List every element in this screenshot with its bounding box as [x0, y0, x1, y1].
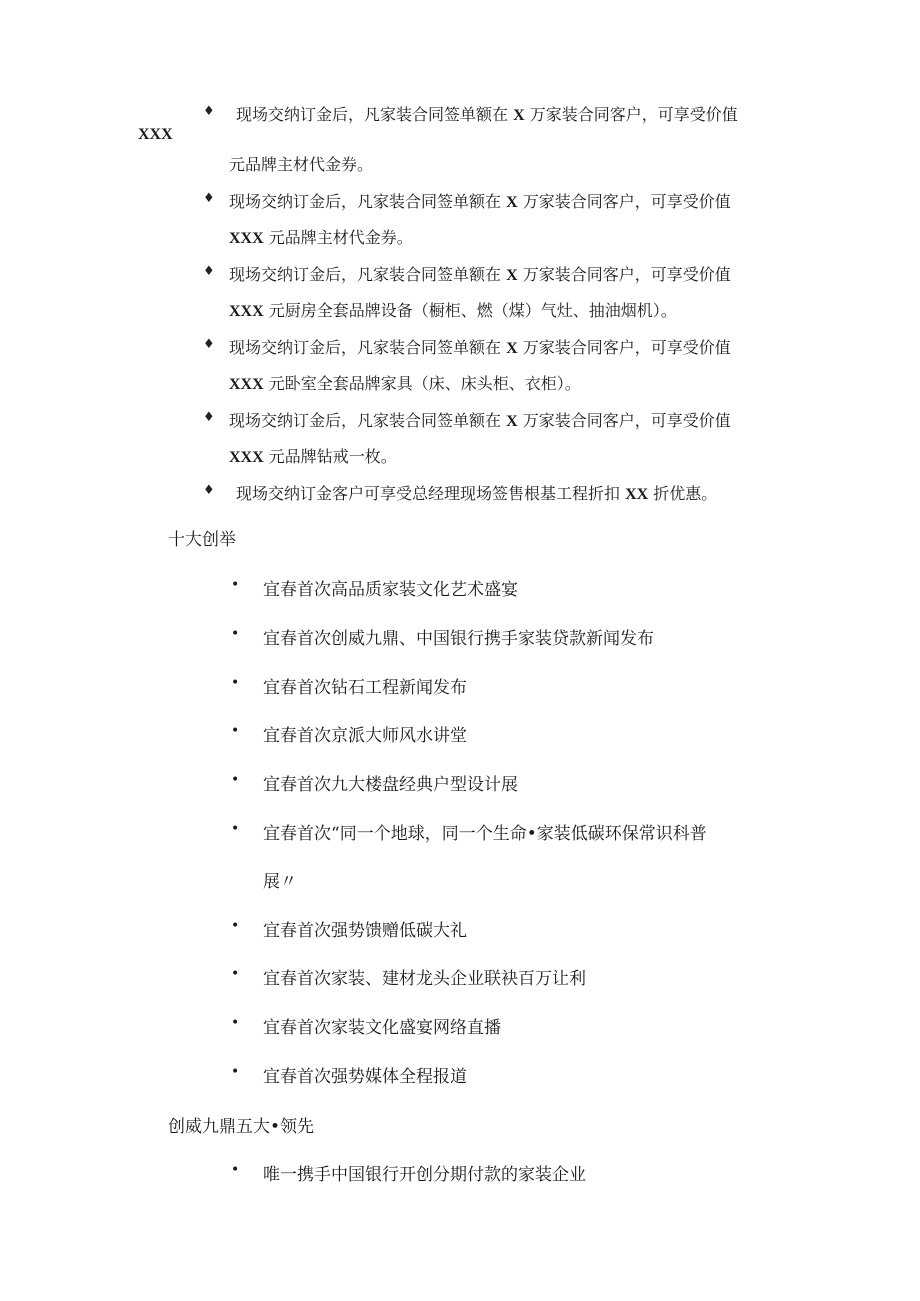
bullet-icon: • — [231, 1162, 240, 1178]
diamond-bullet-icon: ♦ — [203, 104, 215, 119]
diamond-bullet-icon: ♦ — [203, 410, 215, 425]
promo-placeholder-value: X — [506, 194, 518, 211]
promo-item-line — [229, 152, 373, 175]
promo-placeholder-value: XXX — [229, 376, 264, 393]
bullet-icon: • — [231, 675, 240, 691]
list-item-text: 展〃 — [263, 872, 297, 892]
list-item-text: 宜春首次京派大师风水讲堂 — [263, 726, 467, 746]
list-item-text: 唯一携手中国银行开创分期付款的家装企业 — [263, 1165, 586, 1185]
bullet-icon: • — [231, 821, 240, 837]
promo-text: 现场交纳订金后，凡家装合同签单额在 — [236, 105, 514, 124]
bullet-icon: • — [231, 723, 240, 739]
bullet-icon: • — [231, 966, 240, 982]
bullet-icon: • — [231, 1064, 240, 1080]
promo-item-line — [229, 225, 413, 248]
bullet-icon: • — [231, 772, 240, 788]
promo-placeholder-value: XX — [625, 486, 649, 503]
promo-text: 元品牌主材代金券。 — [263, 228, 413, 247]
list-item-text: 宜春首次家装、建材龙头企业联袂百万让利 — [263, 969, 586, 989]
list-item-text: 宜春首次家装文化盛宴网络直播 — [263, 1018, 501, 1038]
list-item-text: 宜春首次九大楼盘经典户型设计展 — [263, 775, 518, 795]
promo-text: 现场交纳订金后，凡家装合同签单额在 — [229, 411, 507, 430]
promo-text: 现场交纳订金后，凡家装合同签单额在 — [229, 192, 507, 211]
promo-text: 元品牌钻戒一枚。 — [263, 447, 397, 466]
promo-item-line — [229, 371, 581, 394]
promo-text: 现场交纳订金后，凡家装合同签单额在 — [229, 338, 507, 357]
promo-placeholder-value: XXX — [229, 303, 264, 320]
bullet-icon: • — [231, 1015, 240, 1031]
list-item-text: 宜春首次钻石工程新闻发布 — [263, 678, 467, 698]
promo-text: 万家装合同客户，可享受价值 — [517, 411, 731, 430]
promo-item-line — [229, 335, 731, 358]
promo-item-line — [229, 298, 677, 321]
diamond-bullet-icon: ♦ — [203, 483, 215, 498]
promo-text: 元卧室全套品牌家具（床、床头柜、衣柜）。 — [263, 374, 581, 393]
diamond-bullet-icon: ♦ — [203, 337, 215, 352]
promo-text: 万家装合同客户，可享受价值 — [517, 192, 731, 211]
promo-text: 现场交纳订金后，凡家装合同签单额在 — [229, 265, 507, 284]
list-item-text: 宜春首次“同一个地球，同一个生命•家装低碳环保常识科普 — [263, 824, 707, 844]
bullet-icon: • — [231, 626, 240, 642]
promo-item-line — [138, 124, 173, 144]
diamond-bullet-icon: ♦ — [203, 264, 215, 279]
promo-item-line — [236, 102, 738, 125]
diamond-bullet-icon: ♦ — [203, 191, 215, 206]
promo-item-line — [229, 408, 731, 431]
list-item-text: 宜春首次创威九鼎、中国银行携手家装贷款新闻发布 — [263, 629, 654, 649]
promo-item-line — [229, 262, 731, 285]
promo-text: 万家装合同客户，可享受价值 — [517, 338, 731, 357]
promo-text: 现场交纳订金客户可享受总经理现场签售根基工程折扣 — [236, 484, 626, 503]
section-heading-ten-firsts: 十大创举 — [168, 530, 236, 550]
promo-placeholder-value: X — [506, 413, 518, 430]
list-item-text: 宜春首次强势媒体全程报道 — [263, 1067, 467, 1087]
promo-item-line — [236, 481, 717, 504]
promo-text: 折优惠。 — [648, 484, 718, 503]
promo-placeholder-value: X — [513, 107, 525, 124]
promo-placeholder-value: X — [506, 267, 518, 284]
promo-text: 元厨房全套品牌设备（橱柜、燃（煤）气灶、抽油烟机）。 — [263, 301, 677, 320]
bullet-icon: • — [231, 918, 240, 934]
promo-placeholder-value: X — [506, 340, 518, 357]
promo-text: 万家装合同客户，可享受价值 — [517, 265, 731, 284]
promo-placeholder-value: XXX — [138, 126, 173, 143]
promo-placeholder-value: XXX — [229, 449, 264, 466]
promo-text: 万家装合同客户，可享受价值 — [524, 105, 738, 124]
section-heading-five-leads: 创威九鼎五大•领先 — [168, 1117, 315, 1137]
list-item-text: 宜春首次强势馈赠低碳大礼 — [263, 921, 467, 941]
promo-item-line — [229, 189, 731, 212]
bullet-icon: • — [231, 577, 240, 593]
promo-text: 元品牌主材代金券。 — [229, 155, 374, 174]
list-item-text: 宜春首次高品质家装文化艺术盛宴 — [263, 580, 518, 600]
promo-item-line — [229, 444, 397, 467]
promo-placeholder-value: XXX — [229, 230, 264, 247]
